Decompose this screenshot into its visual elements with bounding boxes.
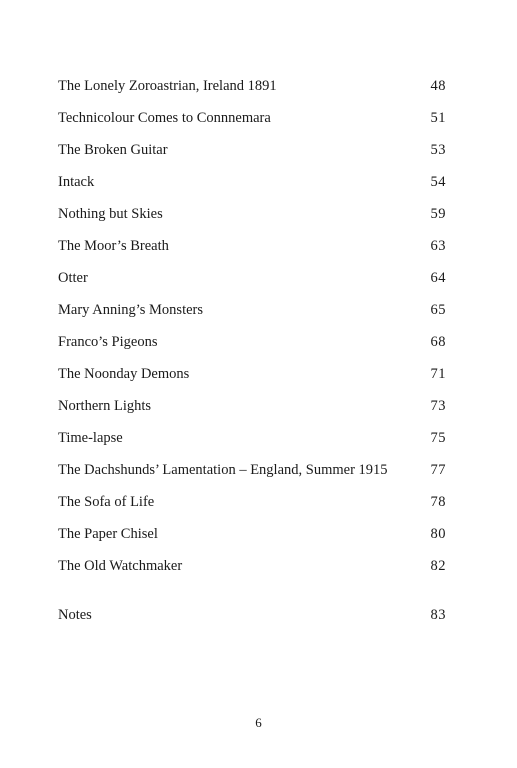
section-spacer <box>58 588 446 605</box>
toc-entry-page: 63 <box>430 238 446 254</box>
toc-entry-page: 65 <box>430 302 446 318</box>
toc-entry-title: The Lonely Zoroastrian, Ireland 1891 <box>58 78 277 94</box>
toc-entry-page: 75 <box>430 430 446 446</box>
toc-entry-page: 83 <box>430 607 446 623</box>
toc-entry <box>58 268 446 300</box>
toc-entry-title: The Noonday Demons <box>58 366 190 382</box>
toc-entry-title: Mary Anning’s Monsters <box>58 302 203 318</box>
toc-entry-page: 80 <box>430 526 446 542</box>
toc-entry <box>58 396 446 428</box>
toc-entry-title: The Moor’s Breath <box>58 238 169 254</box>
toc-entry-page: 73 <box>430 398 446 414</box>
toc-entry-page: 64 <box>430 270 446 286</box>
toc-entry-title: The Dachshunds’ Lamentation – England, Summer 1915 <box>58 462 388 478</box>
toc-entry-page: 82 <box>430 558 446 574</box>
toc-entry-title: Technicolour Comes to Connnemara <box>58 110 271 126</box>
toc-entry <box>58 204 446 236</box>
toc-entry-page: 59 <box>430 206 446 222</box>
toc-entry-notes <box>58 605 446 637</box>
toc-entry-page: 77 <box>430 462 446 478</box>
toc-entry-page: 48 <box>430 78 446 94</box>
toc-entry <box>58 524 446 556</box>
toc-entry <box>58 236 446 268</box>
toc-entry-title: The Old Watchmaker <box>58 558 183 574</box>
page-number: 6 <box>255 715 262 730</box>
toc-entry <box>58 364 446 396</box>
toc-entry-page: 54 <box>430 174 446 190</box>
toc-entry-title: Franco’s Pigeons <box>58 334 158 350</box>
toc-entry <box>58 108 446 140</box>
toc-entry <box>58 140 446 172</box>
toc-entry <box>58 556 446 588</box>
toc-entry-title: Intack <box>58 174 95 190</box>
toc-entry <box>58 76 446 108</box>
toc-entry-title: Nothing but Skies <box>58 206 163 222</box>
toc-entry-title: Time-lapse <box>58 430 123 446</box>
toc-entry-title: The Broken Guitar <box>58 142 168 158</box>
toc-entry <box>58 172 446 204</box>
toc-entry-title: Otter <box>58 270 88 286</box>
toc-entry-title: The Sofa of Life <box>58 494 155 510</box>
toc-entry-page: 68 <box>430 334 446 350</box>
toc-entry-title: Northern Lights <box>58 398 152 414</box>
toc-entry <box>58 332 446 364</box>
toc-entry-page: 51 <box>430 110 446 126</box>
toc-entry-page: 53 <box>430 142 446 158</box>
toc-entry-page: 71 <box>430 366 446 382</box>
toc-entry <box>58 460 446 492</box>
toc-entry <box>58 428 446 460</box>
toc-entry-page: 78 <box>430 494 446 510</box>
toc-entry-title: The Paper Chisel <box>58 526 158 542</box>
toc-entry-title: Notes <box>58 607 92 623</box>
table-of-contents <box>58 76 446 637</box>
toc-entry <box>58 492 446 524</box>
toc-entry <box>58 300 446 332</box>
